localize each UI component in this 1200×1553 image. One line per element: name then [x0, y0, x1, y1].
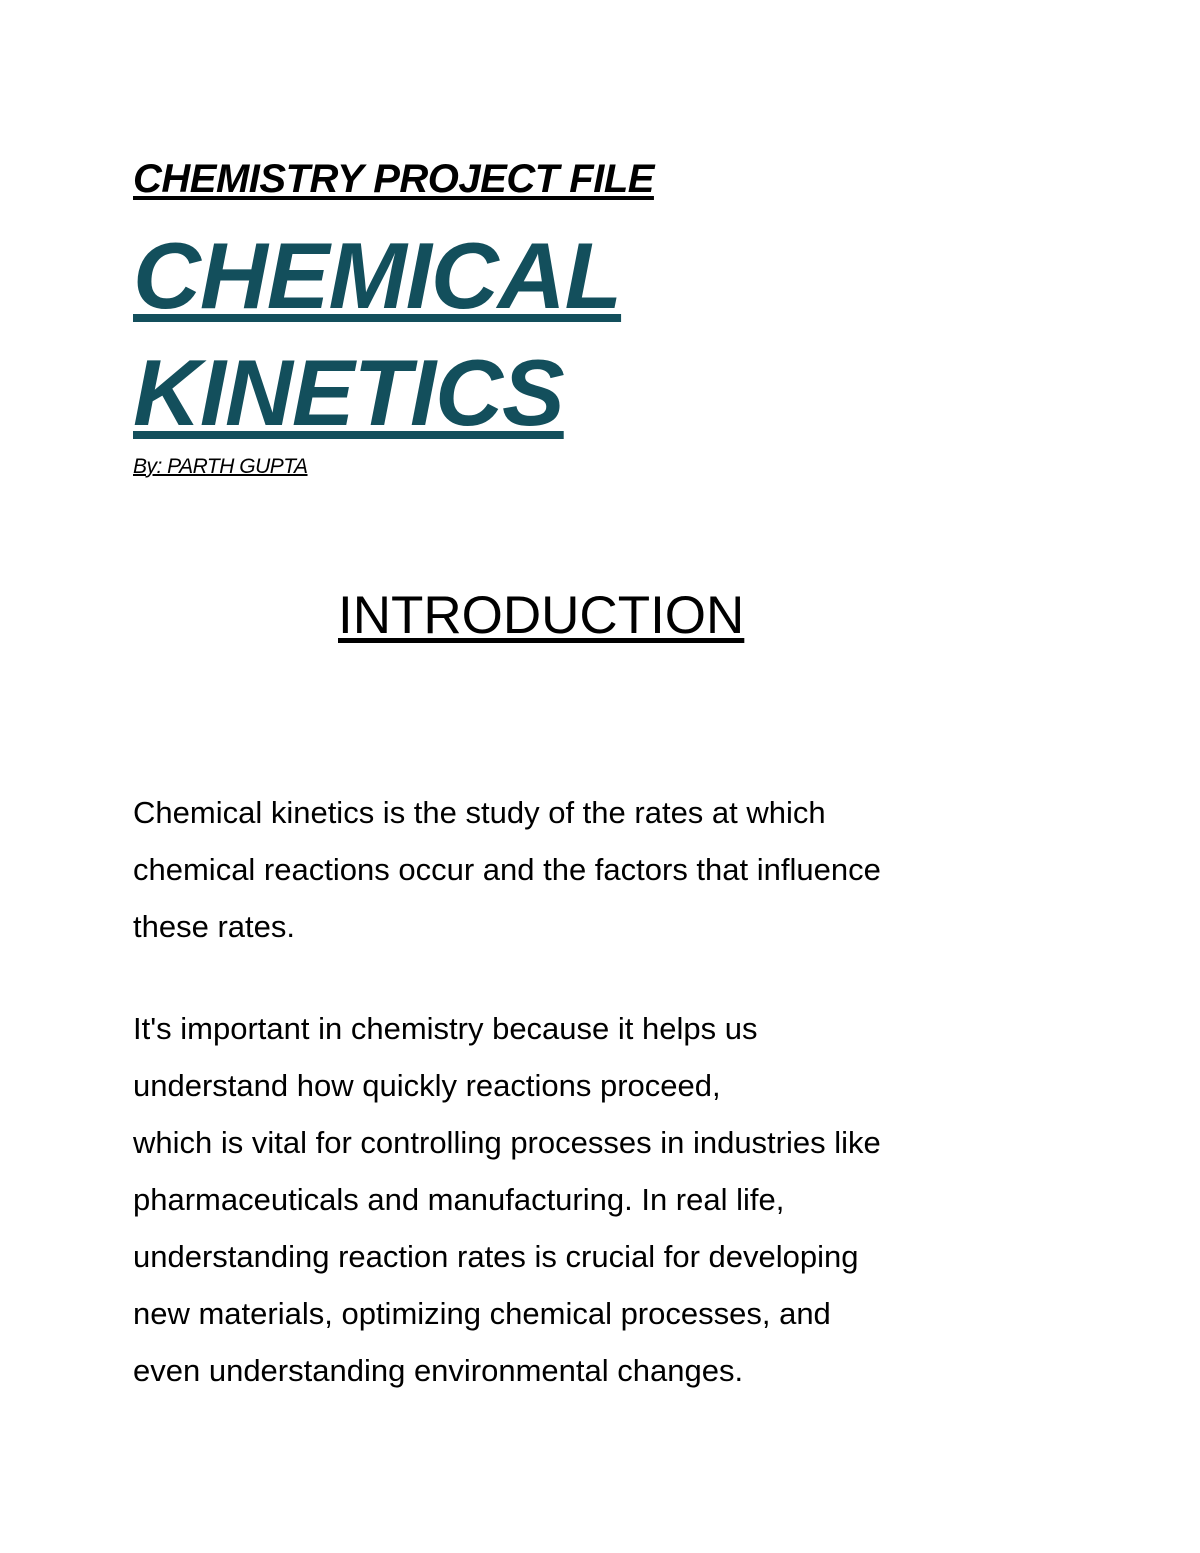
- author-line: By: PARTH GUPTA: [133, 455, 308, 478]
- paragraph-line: understand how quickly reactions proceed,: [133, 1068, 721, 1103]
- paragraph-line: understanding reaction rates is crucial for developing: [133, 1239, 859, 1274]
- paragraph-line: Chemical kinetics is the study of the rates at which: [133, 795, 826, 830]
- paragraph-line: which is vital for controlling processes in industries like: [133, 1125, 881, 1160]
- paragraph-line: new materials, optimizing chemical processes, and: [133, 1296, 831, 1331]
- paragraph-2: [133, 1000, 881, 1399]
- paragraph-line: these rates.: [133, 909, 295, 944]
- file-title: CHEMISTRY PROJECT FILE: [133, 157, 654, 201]
- title-line-2: KINETICS: [133, 340, 564, 445]
- paragraph-line: chemical reactions occur and the factors that influence: [133, 852, 881, 887]
- title-line-1: CHEMICAL: [133, 223, 622, 328]
- section-heading: INTRODUCTION: [338, 586, 745, 645]
- paragraph-line: pharmaceuticals and manufacturing. In real life,: [133, 1182, 785, 1217]
- paragraph-line: It's important in chemistry because it helps us: [133, 1011, 758, 1046]
- paragraph-1: [133, 784, 881, 955]
- paragraph-line: even understanding environmental changes.: [133, 1353, 744, 1388]
